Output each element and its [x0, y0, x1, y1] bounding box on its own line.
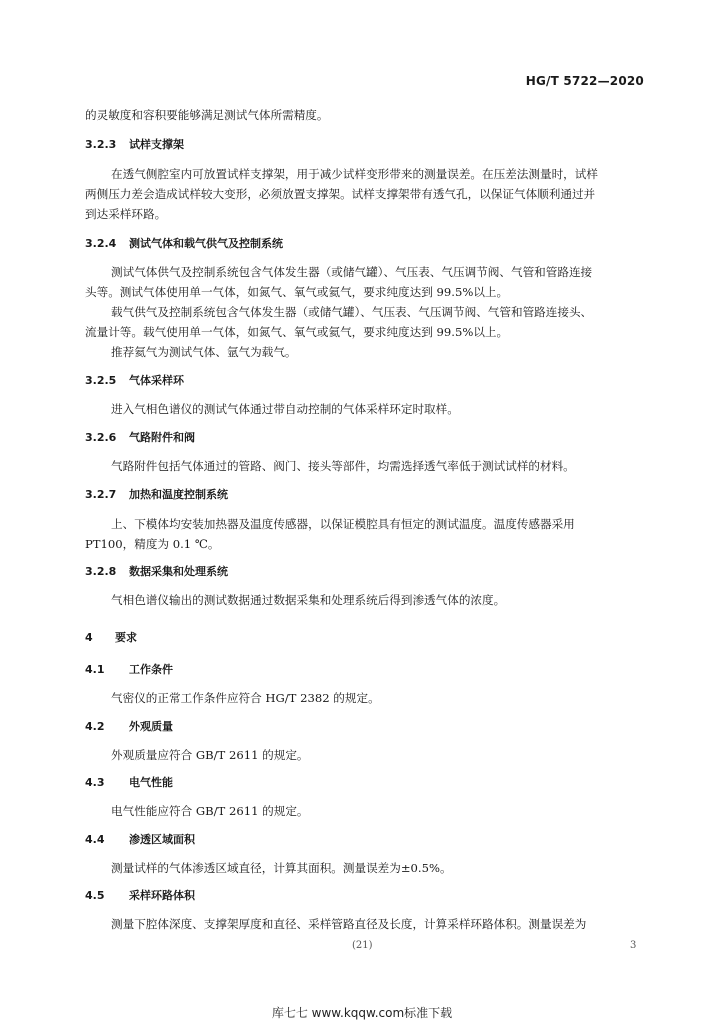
paragraph: 的灵敏度和容积要能够满足测试气体所需精度。 — [85, 108, 329, 122]
section-heading-4-3: 4.3 电气性能 — [85, 776, 173, 789]
paragraph: 外观质量应符合 GB/T 2611 的规定。 — [111, 748, 309, 762]
paragraph: 在透气侧腔室内可放置试样支撑架，用于减少试样变形带来的测量误差。在压差法测量时，试样 — [111, 167, 598, 181]
paragraph: PT100，精度为 0.1 ℃。 — [85, 537, 220, 551]
paragraph: 两侧压力差会造成试样较大变形，必须放置支撑架。试样支撑架带有透气孔，以保证气体顺利通过并 — [85, 187, 596, 201]
paragraph: 到达采样环路。 — [85, 207, 167, 221]
page-number: 3 — [630, 940, 637, 951]
section-heading-4-5: 4.5 采样环路体积 — [85, 889, 195, 902]
page-center-mark: (21) — [352, 940, 373, 951]
paragraph: 电气性能应符合 GB/T 2611 的规定。 — [111, 804, 309, 818]
paragraph: 气路附件包括气体通过的管路、阀门、接头等部件，均需选择透气率低于测试试样的材料。 — [111, 459, 575, 473]
section-heading-3-2-6: 3.2.6 气路附件和阀 — [85, 431, 195, 444]
paragraph: 流量计等。载气使用单一气体，如氮气、氧气或氦气，要求纯度达到 99.5%以上。 — [85, 325, 509, 339]
section-heading-3-2-5: 3.2.5 气体采样环 — [85, 374, 184, 387]
standard-code: HG/T 5722—2020 — [525, 74, 644, 88]
paragraph: 测试气体供气及控制系统包含气体发生器（或储气罐）、气压表、气压调节阀、气管和管路连接 — [111, 265, 593, 279]
section-heading-3-2-7: 3.2.7 加热和温度控制系统 — [85, 488, 228, 501]
paragraph: 气相色谱仪输出的测试数据通过数据采集和处理系统后得到渗透气体的浓度。 — [111, 593, 506, 607]
paragraph: 头等。测试气体使用单一气体，如氮气、氧气或氦气，要求纯度达到 99.5%以上。 — [85, 285, 509, 299]
paragraph: 测量下腔体深度、支撑架厚度和直径、采样管路直径及长度，计算采样环路体积。测量误差为 — [111, 917, 587, 931]
section-heading-4-2: 4.2 外观质量 — [85, 720, 173, 733]
section-heading-3-2-4: 3.2.4 测试气体和载气供气及控制系统 — [85, 237, 283, 250]
footer-watermark: 库七七 www.kqqw.com标准下载 — [271, 1006, 453, 1020]
section-heading-3-2-8: 3.2.8 数据采集和处理系统 — [85, 565, 228, 578]
paragraph: 气密仪的正常工作条件应符合 HG/T 2382 的规定。 — [111, 691, 380, 705]
paragraph: 测量试样的气体渗透区域直径，计算其面积。测量误差为±0.5%。 — [111, 861, 452, 875]
paragraph: 载气供气及控制系统包含气体发生器（或储气罐）、气压表、气压调节阀、气管和管路连接头、 — [111, 305, 593, 319]
section-heading-4-4: 4.4 渗透区域面积 — [85, 833, 195, 846]
section-heading-4-1: 4.1 工作条件 — [85, 663, 173, 676]
paragraph: 上、下模体均安装加热器及温度传感器，以保证模腔具有恒定的测试温度。温度传感器采用 — [111, 517, 575, 531]
section-heading-3-2-3: 3.2.3 试样支撑架 — [85, 138, 184, 151]
paragraph: 进入气相色谱仪的测试气体通过带自动控制的气体采样环定时取样。 — [111, 402, 459, 416]
section-heading-4: 4 要求 — [85, 631, 137, 644]
paragraph: 推荐氦气为测试气体、氩气为载气。 — [111, 345, 297, 359]
